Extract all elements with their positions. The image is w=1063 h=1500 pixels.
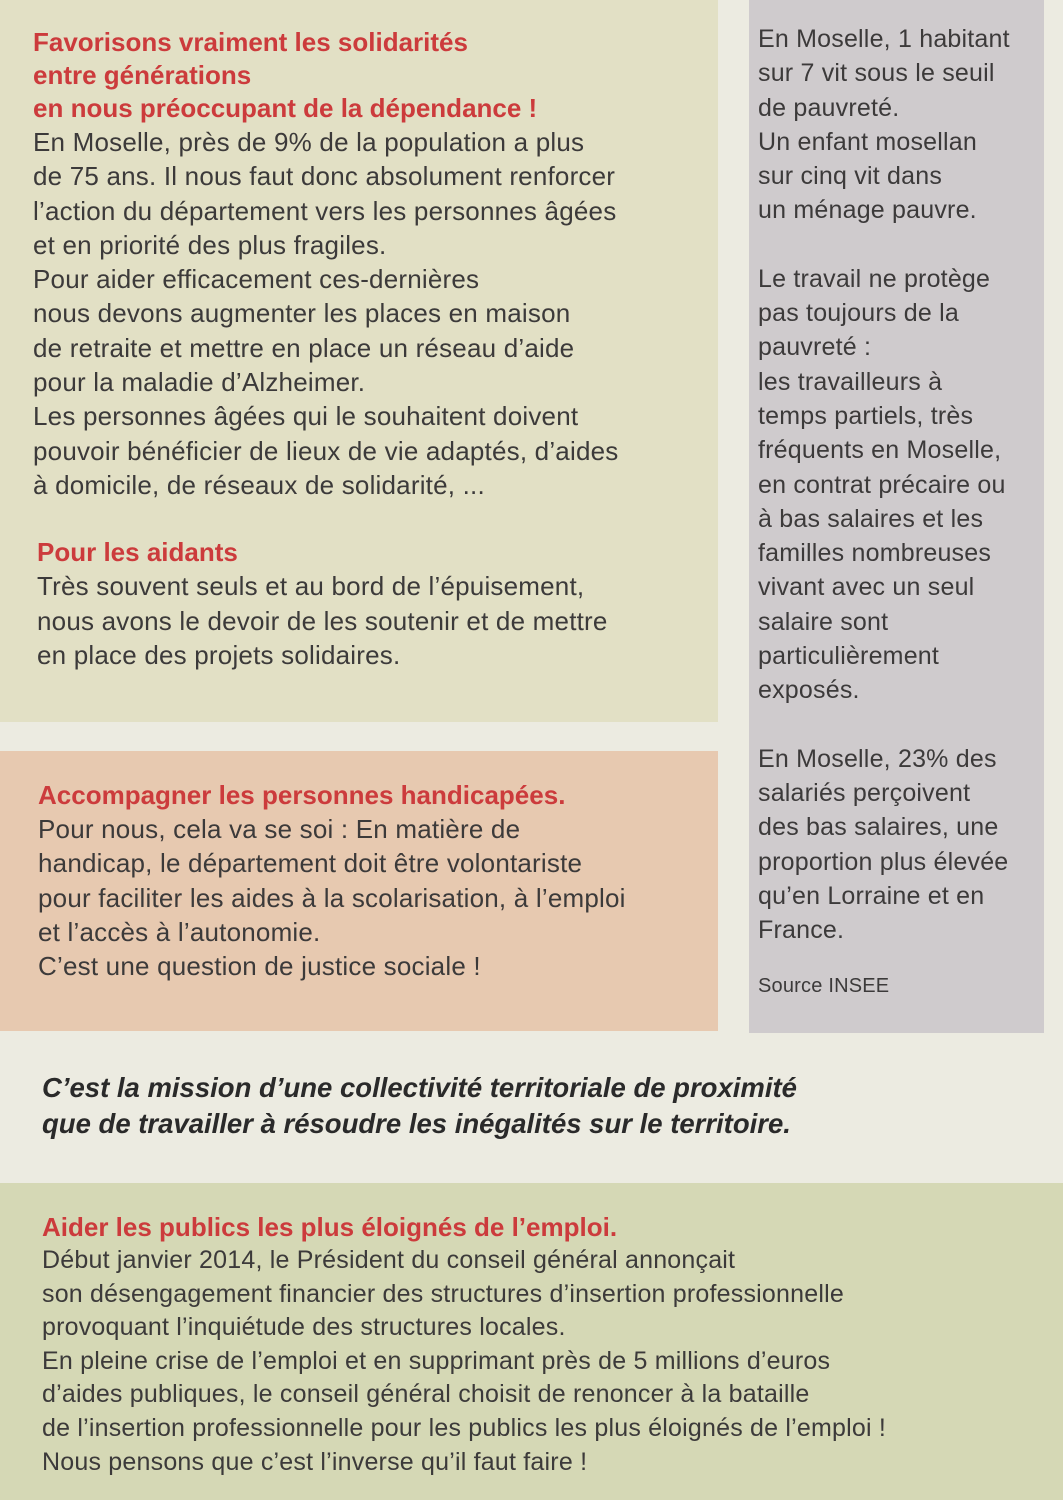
text-line: à domicile, de réseaux de solidarité, ... <box>33 469 485 500</box>
mission-line: C’est la mission d’une collectivité territoriale de proximité <box>42 1072 797 1103</box>
text-line: temps partiels, très <box>758 401 974 430</box>
text-line: Nous pensons que c’est l’inverse qu’il faut faire ! <box>42 1447 588 1476</box>
text-line: Pour aider efficacement ces-dernières <box>33 264 480 295</box>
text-line: familles nombreuses <box>758 539 992 568</box>
section-content <box>42 1211 886 1479</box>
text-line: En Moselle, près de 9% de la population a plus <box>33 127 585 157</box>
text-line: Très souvent seuls et au bord de l’épuisement, <box>37 571 585 602</box>
text-line: l’action du département vers les personnes âgées <box>33 195 617 226</box>
text-line: et l’accès à l’autonomie. <box>38 916 321 947</box>
spacer <box>758 228 1010 262</box>
spacer <box>33 502 618 536</box>
section-content <box>33 26 618 672</box>
text-line: pas toujours de la <box>758 299 959 328</box>
text-line: de l’insertion professionnelle pour les publics les plus éloignés de l’emploi ! <box>42 1413 887 1442</box>
section-heading <box>33 26 618 125</box>
text-line: pauvreté : <box>758 333 872 362</box>
sidebar-content <box>758 22 1010 1004</box>
stat-paragraph-poverty <box>758 22 1010 228</box>
text-line: C’est une question de justice sociale ! <box>38 951 481 982</box>
text-line: en place des projets solidaires. <box>37 639 401 670</box>
section-solidarite-generations <box>0 0 718 722</box>
aidants-body <box>37 569 618 672</box>
text-line: les travailleurs à <box>758 367 943 396</box>
text-line: de 75 ans. Il nous faut donc absolument renforcer <box>33 161 616 192</box>
section-heading: Accompagner les personnes handicapées. <box>38 780 566 810</box>
section-heading: Aider les publics les plus éloignés de l’emploi. <box>42 1212 618 1242</box>
text-line: qu’en Lorraine et en <box>758 881 985 910</box>
section-body <box>42 1244 886 1479</box>
text-line: de pauvreté. <box>758 93 900 122</box>
stat-paragraph-salaries <box>758 742 1010 948</box>
text-line: nous devons augmenter les places en maison <box>33 298 571 329</box>
text-line: salariés perçoivent <box>758 778 971 807</box>
text-line: En Moselle, 1 habitant <box>758 25 1010 53</box>
text-line: salaire sont <box>758 607 889 636</box>
heading-line: Favorisons vraiment les solidarités <box>33 27 468 57</box>
heading-line: entre générations <box>33 60 252 90</box>
source-note: Source INSEE <box>758 975 890 998</box>
spacer <box>758 708 1010 742</box>
section-handicap <box>0 751 718 1031</box>
text-line: son désengagement financier des structures d’insertion professionnelle <box>42 1279 844 1308</box>
text-line: des bas salaires, une <box>758 813 999 842</box>
text-line: sur cinq vit dans <box>758 162 943 191</box>
section-emploi <box>0 1183 1063 1500</box>
sidebar-statistics <box>749 0 1044 1033</box>
text-line: pour faciliter les aides à la scolarisation, à l’emploi <box>38 882 626 913</box>
mission-statement <box>42 1070 942 1142</box>
text-line: de retraite et mettre en place un réseau d’aide <box>33 332 575 363</box>
text-line: handicap, le département doit être volontariste <box>38 848 583 879</box>
text-line: Un enfant mosellan <box>758 127 978 156</box>
mission-line: que de travailler à résoudre les inégalités sur le territoire. <box>42 1108 791 1139</box>
text-line: en contrat précaire ou <box>758 470 1006 499</box>
section-body <box>38 812 626 983</box>
text-line: exposés. <box>758 676 860 705</box>
text-line: particulièrement <box>758 642 940 671</box>
text-line: pouvoir bénéficier de lieux de vie adaptés, d’aides <box>33 435 619 466</box>
text-line: Le travail ne protège <box>758 264 991 293</box>
text-line: provoquant l’inquiétude des structures locales. <box>42 1313 566 1342</box>
text-line: à bas salaires et les <box>758 504 984 533</box>
text-line: En pleine crise de l’emploi et en supprimant près de 5 millions d’euros <box>42 1346 831 1375</box>
text-line: et en priorité des plus fragiles. <box>33 229 387 260</box>
text-line: vivant avec un seul <box>758 573 975 602</box>
text-line: nous avons le devoir de les soutenir et de mettre <box>37 605 608 636</box>
section-body <box>33 125 618 502</box>
text-line: fréquents en Moselle, <box>758 436 1002 465</box>
text-line: Début janvier 2014, le Président du conseil général annonçait <box>42 1246 736 1274</box>
stat-paragraph-workers <box>758 262 1010 708</box>
text-line: sur 7 vit sous le seuil <box>758 59 995 88</box>
text-line: Les personnes âgées qui le souhaitent doivent <box>33 401 579 432</box>
text-line: d’aides publiques, le conseil général choisit de renoncer à la bataille <box>42 1380 810 1409</box>
text-line: Pour nous, cela va se soi : En matière de <box>38 814 521 844</box>
text-line: France. <box>758 916 845 945</box>
heading-line: en nous préoccupant de la dépendance ! <box>33 93 538 123</box>
text-line: proportion plus élevée <box>758 847 1009 876</box>
aidants-heading: Pour les aidants <box>37 537 238 568</box>
section-content <box>38 779 626 983</box>
text-line: un ménage pauvre. <box>758 196 977 225</box>
text-line: En Moselle, 23% des <box>758 744 997 773</box>
text-line: pour la maladie d’Alzheimer. <box>33 367 366 398</box>
